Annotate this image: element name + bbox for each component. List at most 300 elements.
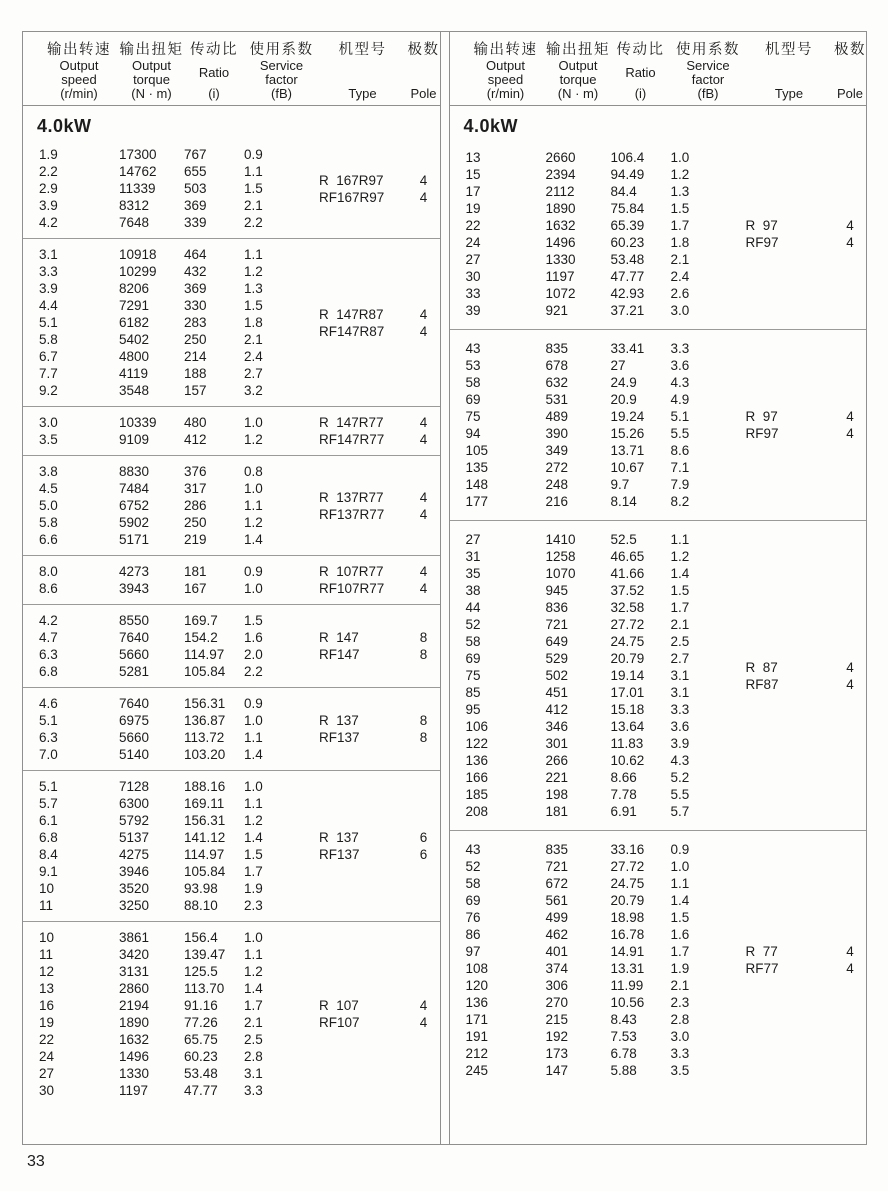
service-factor-value: 2.5 — [244, 1032, 263, 1047]
ratio-value: 65.39 — [610, 218, 645, 233]
pole-value: 4 — [419, 506, 428, 522]
ratio-value: 156.31 — [184, 696, 226, 711]
output-torque-value: 561 — [545, 893, 569, 908]
output-torque-value: 2660 — [545, 150, 576, 165]
output-speed-value: 5.1 — [39, 713, 58, 728]
output-torque-value: 3520 — [119, 881, 150, 896]
pole-value: 4 — [419, 1015, 428, 1030]
type-value: RF147 — [319, 647, 360, 662]
ratio-value: 27 — [610, 358, 626, 373]
output-torque-value: 401 — [545, 944, 569, 959]
type-pole-row — [746, 676, 868, 693]
type-value: R 167R97 — [319, 172, 384, 188]
output-speed-value: 5.1 — [39, 315, 58, 330]
service-factor-value: 2.1 — [244, 1015, 263, 1030]
ratio-value: 7.78 — [610, 787, 637, 802]
header-unit-label: (r/min) — [60, 86, 98, 101]
service-factor-value: 3.9 — [670, 736, 690, 751]
output-speed-value: 9.2 — [39, 383, 58, 398]
ratio-value: 8.14 — [610, 494, 637, 509]
ratio-value: 13.64 — [610, 719, 645, 734]
output-speed-value: 27 — [465, 532, 481, 547]
type-value: RF97 — [745, 426, 779, 441]
output-speed-value: 11 — [39, 947, 54, 962]
type-value: R 87 — [745, 659, 778, 675]
ratio-value: 65.75 — [184, 1032, 218, 1047]
type-pole-row — [319, 629, 441, 646]
header-pole — [406, 38, 441, 101]
ratio-value: 84.4 — [610, 184, 637, 199]
service-factor-value: 1.0 — [244, 713, 263, 728]
type-pole-row — [746, 234, 868, 251]
header-en-line: Output — [558, 58, 598, 73]
type-pole-block — [319, 563, 441, 597]
output-speed-value: 5.8 — [39, 515, 58, 530]
output-speed-value: 43 — [465, 341, 481, 356]
output-speed-value: 4.2 — [39, 215, 58, 230]
header-en-label — [486, 59, 525, 86]
output-torque-value: 9109 — [119, 432, 150, 447]
output-speed-value: 3.8 — [39, 464, 58, 479]
pole-value: 4 — [419, 323, 428, 339]
output-speed-value: 85 — [465, 685, 481, 700]
header-en-line: Ratio — [625, 64, 656, 80]
service-factor-value: 1.0 — [244, 481, 263, 496]
output-speed-value: 75 — [465, 409, 481, 424]
output-torque-value: 835 — [545, 842, 569, 857]
pole-value: 4 — [419, 172, 428, 188]
ratio-value: 154.2 — [184, 630, 218, 645]
output-speed-value: 75 — [465, 668, 481, 683]
output-speed-value: 22 — [39, 1032, 55, 1047]
header-en-label — [625, 66, 655, 80]
service-factor-value: 3.3 — [670, 702, 690, 717]
output-speed-value: 97 — [465, 944, 481, 959]
pole-value: 4 — [846, 676, 854, 692]
output-torque-value: 1496 — [119, 1049, 150, 1064]
service-factor-value: 1.4 — [670, 893, 690, 908]
header-unit-label: Pole — [836, 86, 864, 101]
output-speed-value: 8.4 — [39, 847, 58, 862]
output-speed-value: 3.1 — [39, 247, 58, 262]
output-speed-value: 4.6 — [39, 696, 58, 711]
output-speed-value: 13 — [465, 150, 481, 165]
service-factor-value: 1.4 — [244, 981, 263, 996]
output-torque-value: 7128 — [119, 779, 150, 794]
ratio-value: 114.97 — [184, 847, 225, 862]
output-speed-value: 9.1 — [39, 864, 58, 879]
ratio-value: 11.83 — [610, 736, 644, 751]
ratio-value: 10.56 — [610, 995, 645, 1010]
service-factor-value: 1.0 — [244, 415, 263, 430]
service-factor-value: 1.1 — [244, 796, 263, 811]
output-speed-value: 177 — [465, 494, 489, 509]
output-torque-value: 412 — [545, 702, 569, 717]
output-torque-value: 7484 — [119, 481, 150, 496]
service-factor-value: 1.1 — [244, 730, 263, 745]
output-speed-value: 105 — [465, 443, 489, 458]
output-torque-value: 2194 — [119, 998, 150, 1013]
header-zh-label: 输出转速 — [47, 42, 111, 58]
output-torque-value: 489 — [545, 409, 569, 424]
service-factor-value: 3.5 — [670, 1063, 690, 1078]
output-speed-value: 24 — [465, 235, 481, 250]
output-speed-value: 13 — [39, 981, 55, 996]
output-speed-value: 3.9 — [39, 198, 58, 213]
output-torque-value: 3548 — [119, 383, 150, 398]
spec-section — [23, 406, 440, 455]
type-value: R 107R77 — [319, 564, 384, 579]
output-speed-value: 33 — [465, 286, 481, 301]
output-torque-value: 390 — [545, 426, 569, 441]
ratio-value: 33.41 — [610, 341, 645, 356]
service-factor-value: 3.6 — [670, 358, 690, 373]
ratio-value: 105.84 — [184, 664, 226, 679]
table-body — [23, 106, 440, 1144]
type-pole-row — [319, 489, 441, 506]
service-factor-value: 1.8 — [244, 315, 263, 330]
service-factor-value: 1.1 — [244, 247, 263, 262]
spec-section — [23, 139, 440, 238]
output-torque-value: 5660 — [119, 647, 150, 662]
column-divider — [440, 32, 450, 1144]
output-torque-value: 8550 — [119, 613, 150, 628]
output-speed-value: 69 — [465, 893, 481, 908]
section-rows — [466, 841, 746, 1079]
service-factor-value: 0.9 — [244, 696, 263, 711]
ratio-value: 767 — [184, 147, 207, 162]
output-speed-value: 6.3 — [39, 647, 58, 662]
ratio-value: 75.84 — [610, 201, 645, 216]
type-pole-block — [319, 612, 441, 680]
section-rows — [39, 778, 319, 914]
pole-value: 6 — [419, 830, 428, 845]
output-speed-value: 7.7 — [39, 366, 58, 381]
output-speed-value: 94 — [465, 426, 481, 441]
type-pole-block — [319, 695, 441, 763]
output-speed-value: 1.9 — [39, 147, 58, 162]
spec-section — [23, 921, 440, 1106]
pole-value: 8 — [419, 630, 428, 645]
header-en-label — [558, 59, 597, 86]
service-factor-value: 8.6 — [670, 443, 690, 458]
pole-value: 4 — [846, 426, 854, 441]
ratio-value: 27.72 — [610, 617, 645, 632]
type-pole-block — [319, 146, 441, 231]
output-torque-value: 835 — [545, 341, 569, 356]
service-factor-value: 2.1 — [670, 617, 690, 632]
header-zh-label: 使用系数 — [249, 42, 314, 58]
ratio-value: 125.5 — [184, 964, 218, 979]
type-value: RF137R77 — [319, 506, 385, 522]
output-torque-value: 499 — [545, 910, 569, 925]
service-factor-value: 3.3 — [670, 1046, 690, 1061]
service-factor-value: 1.9 — [244, 881, 263, 896]
ratio-value: 5.88 — [610, 1063, 637, 1078]
output-torque-value: 5281 — [119, 664, 150, 679]
header-type — [746, 38, 833, 101]
header-en-line: torque — [559, 71, 597, 87]
service-factor-value: 2.2 — [244, 215, 263, 230]
ratio-value: 188.16 — [184, 779, 226, 794]
service-factor-value: 1.4 — [244, 747, 263, 762]
type-value: R 137R77 — [319, 489, 384, 505]
ratio-value: 20.9 — [610, 392, 637, 407]
output-speed-value: 10 — [39, 930, 55, 945]
service-factor-value: 1.7 — [670, 600, 690, 615]
ratio-value: 91.16 — [184, 998, 218, 1013]
pole-value: 8 — [419, 730, 428, 745]
ratio-value: 8.66 — [610, 770, 637, 785]
output-torque-value: 248 — [545, 477, 569, 492]
pole-value: 4 — [846, 409, 854, 424]
service-factor-value: 2.1 — [670, 252, 690, 267]
header-en-line: torque — [133, 71, 170, 87]
ratio-value: 9.7 — [610, 477, 630, 492]
header-service-factor — [244, 38, 319, 101]
service-factor-value: 4.3 — [670, 753, 690, 768]
service-factor-value: 1.4 — [244, 532, 263, 547]
ratio-value: 10.62 — [610, 753, 645, 768]
header-ratio — [184, 38, 244, 101]
output-speed-value: 12 — [39, 964, 55, 979]
output-speed-value: 31 — [465, 549, 481, 564]
output-torque-value: 4273 — [119, 564, 150, 579]
output-torque-value: 721 — [545, 859, 569, 874]
spec-section — [23, 555, 440, 604]
output-speed-value: 52 — [465, 617, 481, 632]
service-factor-value: 1.0 — [670, 150, 690, 165]
header-unit-label: (fB) — [271, 86, 292, 101]
output-torque-value: 1258 — [545, 549, 576, 564]
pole-value: 4 — [846, 944, 854, 959]
service-factor-value: 2.7 — [244, 366, 263, 381]
section-rows — [39, 929, 319, 1099]
ratio-value: 169.11 — [184, 796, 225, 811]
output-speed-value: 4.2 — [39, 613, 58, 628]
ratio-value: 16.78 — [610, 927, 645, 942]
service-factor-value: 3.0 — [670, 1029, 690, 1044]
table-body — [450, 106, 867, 1144]
ratio-value: 42.93 — [610, 286, 645, 301]
header-unit-label: (fB) — [697, 86, 719, 101]
type-value: R 107 — [319, 998, 359, 1013]
ratio-value: 19.14 — [610, 668, 645, 683]
type-pole-block — [319, 463, 441, 548]
ratio-value: 369 — [184, 198, 207, 213]
output-torque-value: 632 — [545, 375, 569, 390]
type-pole-block — [319, 414, 441, 448]
type-pole-block — [319, 246, 441, 399]
header-service-factor — [671, 38, 746, 101]
header-zh-label: 输出扭矩 — [119, 42, 184, 58]
pole-value: 4 — [419, 998, 428, 1013]
output-torque-value: 8312 — [119, 198, 150, 213]
ratio-value: 14.91 — [610, 944, 645, 959]
ratio-value: 432 — [184, 264, 207, 279]
output-torque-value: 181 — [545, 804, 569, 819]
output-torque-value: 8206 — [119, 281, 150, 296]
output-torque-value: 8830 — [119, 464, 150, 479]
output-speed-value: 191 — [465, 1029, 489, 1044]
output-speed-value: 5.1 — [39, 779, 58, 794]
output-speed-value: 11 — [39, 898, 54, 913]
service-factor-value: 2.4 — [670, 269, 690, 284]
output-speed-value: 76 — [465, 910, 481, 925]
service-factor-value: 5.5 — [670, 787, 690, 802]
output-speed-value: 95 — [465, 702, 481, 717]
output-torque-value: 17300 — [119, 147, 157, 162]
type-pole-row — [319, 580, 441, 597]
header-en-label — [686, 59, 729, 86]
header-zh-label: 极数 — [834, 42, 866, 58]
output-torque-value: 531 — [545, 392, 569, 407]
output-torque-value: 5792 — [119, 813, 150, 828]
ratio-value: 18.98 — [610, 910, 645, 925]
section-rows — [39, 612, 319, 680]
type-value: R 77 — [745, 944, 778, 959]
service-factor-value: 2.1 — [244, 198, 263, 213]
ratio-value: 105.84 — [184, 864, 226, 879]
output-torque-value: 836 — [545, 600, 569, 615]
service-factor-value: 1.5 — [244, 613, 263, 628]
output-torque-value: 1890 — [545, 201, 576, 216]
service-factor-value: 2.3 — [244, 898, 263, 913]
ratio-value: 53.48 — [184, 1066, 218, 1081]
ratio-value: 136.87 — [184, 713, 226, 728]
ratio-value: 20.79 — [610, 893, 645, 908]
type-pole-row — [319, 829, 441, 846]
spec-section — [23, 238, 440, 406]
header-unit-label: (r/min) — [486, 86, 525, 101]
pole-value: 4 — [419, 415, 428, 430]
type-value: RF147R87 — [319, 323, 385, 339]
service-factor-value: 1.5 — [244, 181, 263, 196]
service-factor-value: 1.2 — [244, 264, 263, 279]
output-speed-value: 38 — [465, 583, 481, 598]
output-torque-value: 678 — [545, 358, 569, 373]
ratio-value: 156.31 — [184, 813, 226, 828]
service-factor-value: 1.5 — [670, 201, 690, 216]
service-factor-value: 3.2 — [244, 383, 263, 398]
header-output-torque — [119, 38, 184, 101]
ratio-value: 655 — [184, 164, 207, 179]
ratio-value: 157 — [184, 383, 207, 398]
header-unit-label: Pole — [410, 86, 437, 101]
pole-value: 6 — [419, 847, 428, 862]
output-torque-value: 1197 — [545, 269, 575, 284]
output-torque-value: 10299 — [119, 264, 157, 279]
spec-section — [23, 604, 440, 687]
section-rows — [466, 340, 746, 510]
ratio-value: 13.31 — [610, 961, 645, 976]
table-header — [450, 32, 867, 106]
output-torque-value: 1632 — [119, 1032, 150, 1047]
header-en-label — [260, 59, 303, 86]
header-unit-label: Type — [774, 86, 804, 101]
ratio-value: 330 — [184, 298, 207, 313]
type-pole-row — [319, 172, 441, 189]
service-factor-value: 1.2 — [670, 549, 690, 564]
service-factor-value: 2.8 — [670, 1012, 690, 1027]
output-speed-value: 208 — [465, 804, 489, 819]
service-factor-value: 4.9 — [670, 392, 690, 407]
service-factor-value: 1.2 — [244, 515, 263, 530]
output-speed-value: 5.8 — [39, 332, 58, 347]
ratio-value: 10.67 — [610, 460, 645, 475]
service-factor-value: 1.0 — [244, 930, 263, 945]
ratio-value: 283 — [184, 315, 207, 330]
service-factor-value: 3.3 — [670, 341, 690, 356]
output-torque-value: 192 — [545, 1029, 569, 1044]
ratio-value: 214 — [184, 349, 207, 364]
spec-tables — [22, 31, 867, 1145]
header-unit-label: (N · m) — [557, 86, 599, 101]
ratio-value: 503 — [184, 181, 207, 196]
pole-value: 4 — [846, 659, 854, 675]
output-speed-value: 58 — [465, 634, 481, 649]
ratio-value: 13.71 — [610, 443, 645, 458]
section-rows — [39, 463, 319, 548]
output-speed-value: 6.3 — [39, 730, 58, 745]
ratio-value: 32.58 — [610, 600, 645, 615]
output-torque-value: 672 — [545, 876, 569, 891]
output-torque-value: 529 — [545, 651, 569, 666]
output-torque-value: 5902 — [119, 515, 150, 530]
right-spec-table — [450, 32, 867, 1144]
type-value: RF107 — [319, 1015, 360, 1030]
section-rows — [39, 246, 319, 399]
output-speed-value: 108 — [465, 961, 489, 976]
ratio-value: 317 — [184, 481, 207, 496]
type-value: R 137 — [319, 713, 359, 728]
type-value: R 147 — [319, 630, 359, 645]
output-speed-value: 136 — [465, 753, 489, 768]
header-en-line: Ratio — [198, 64, 230, 80]
ratio-value: 46.65 — [610, 549, 645, 564]
output-torque-value: 2860 — [119, 981, 150, 996]
ratio-value: 114.97 — [184, 647, 225, 662]
header-zh-label: 极数 — [407, 42, 440, 58]
output-speed-value: 17 — [465, 184, 481, 199]
output-speed-value: 3.9 — [39, 281, 58, 296]
left-spec-table — [23, 32, 440, 1144]
ratio-value: 24.75 — [610, 876, 645, 891]
output-speed-value: 69 — [465, 392, 481, 407]
header-pole — [833, 38, 868, 101]
ratio-value: 7.53 — [610, 1029, 637, 1044]
service-factor-value: 1.8 — [670, 235, 690, 250]
ratio-value: 53.48 — [610, 252, 645, 267]
type-value: RF107R77 — [319, 581, 385, 596]
output-speed-value: 15 — [465, 167, 481, 182]
type-pole-row — [746, 425, 868, 442]
output-speed-value: 6.8 — [39, 830, 58, 845]
output-torque-value: 1197 — [119, 1083, 149, 1098]
header-en-label — [59, 59, 98, 86]
type-pole-row — [319, 729, 441, 746]
header-en-line: speed — [61, 71, 97, 87]
ratio-value: 24.75 — [610, 634, 645, 649]
output-torque-value: 3943 — [119, 581, 150, 596]
output-torque-value: 945 — [545, 583, 569, 598]
pole-value: 8 — [419, 647, 428, 662]
header-en-label — [132, 59, 171, 86]
spec-section — [23, 770, 440, 921]
service-factor-value: 1.4 — [670, 566, 690, 581]
output-speed-value: 52 — [465, 859, 481, 874]
ratio-value: 17.01 — [610, 685, 645, 700]
